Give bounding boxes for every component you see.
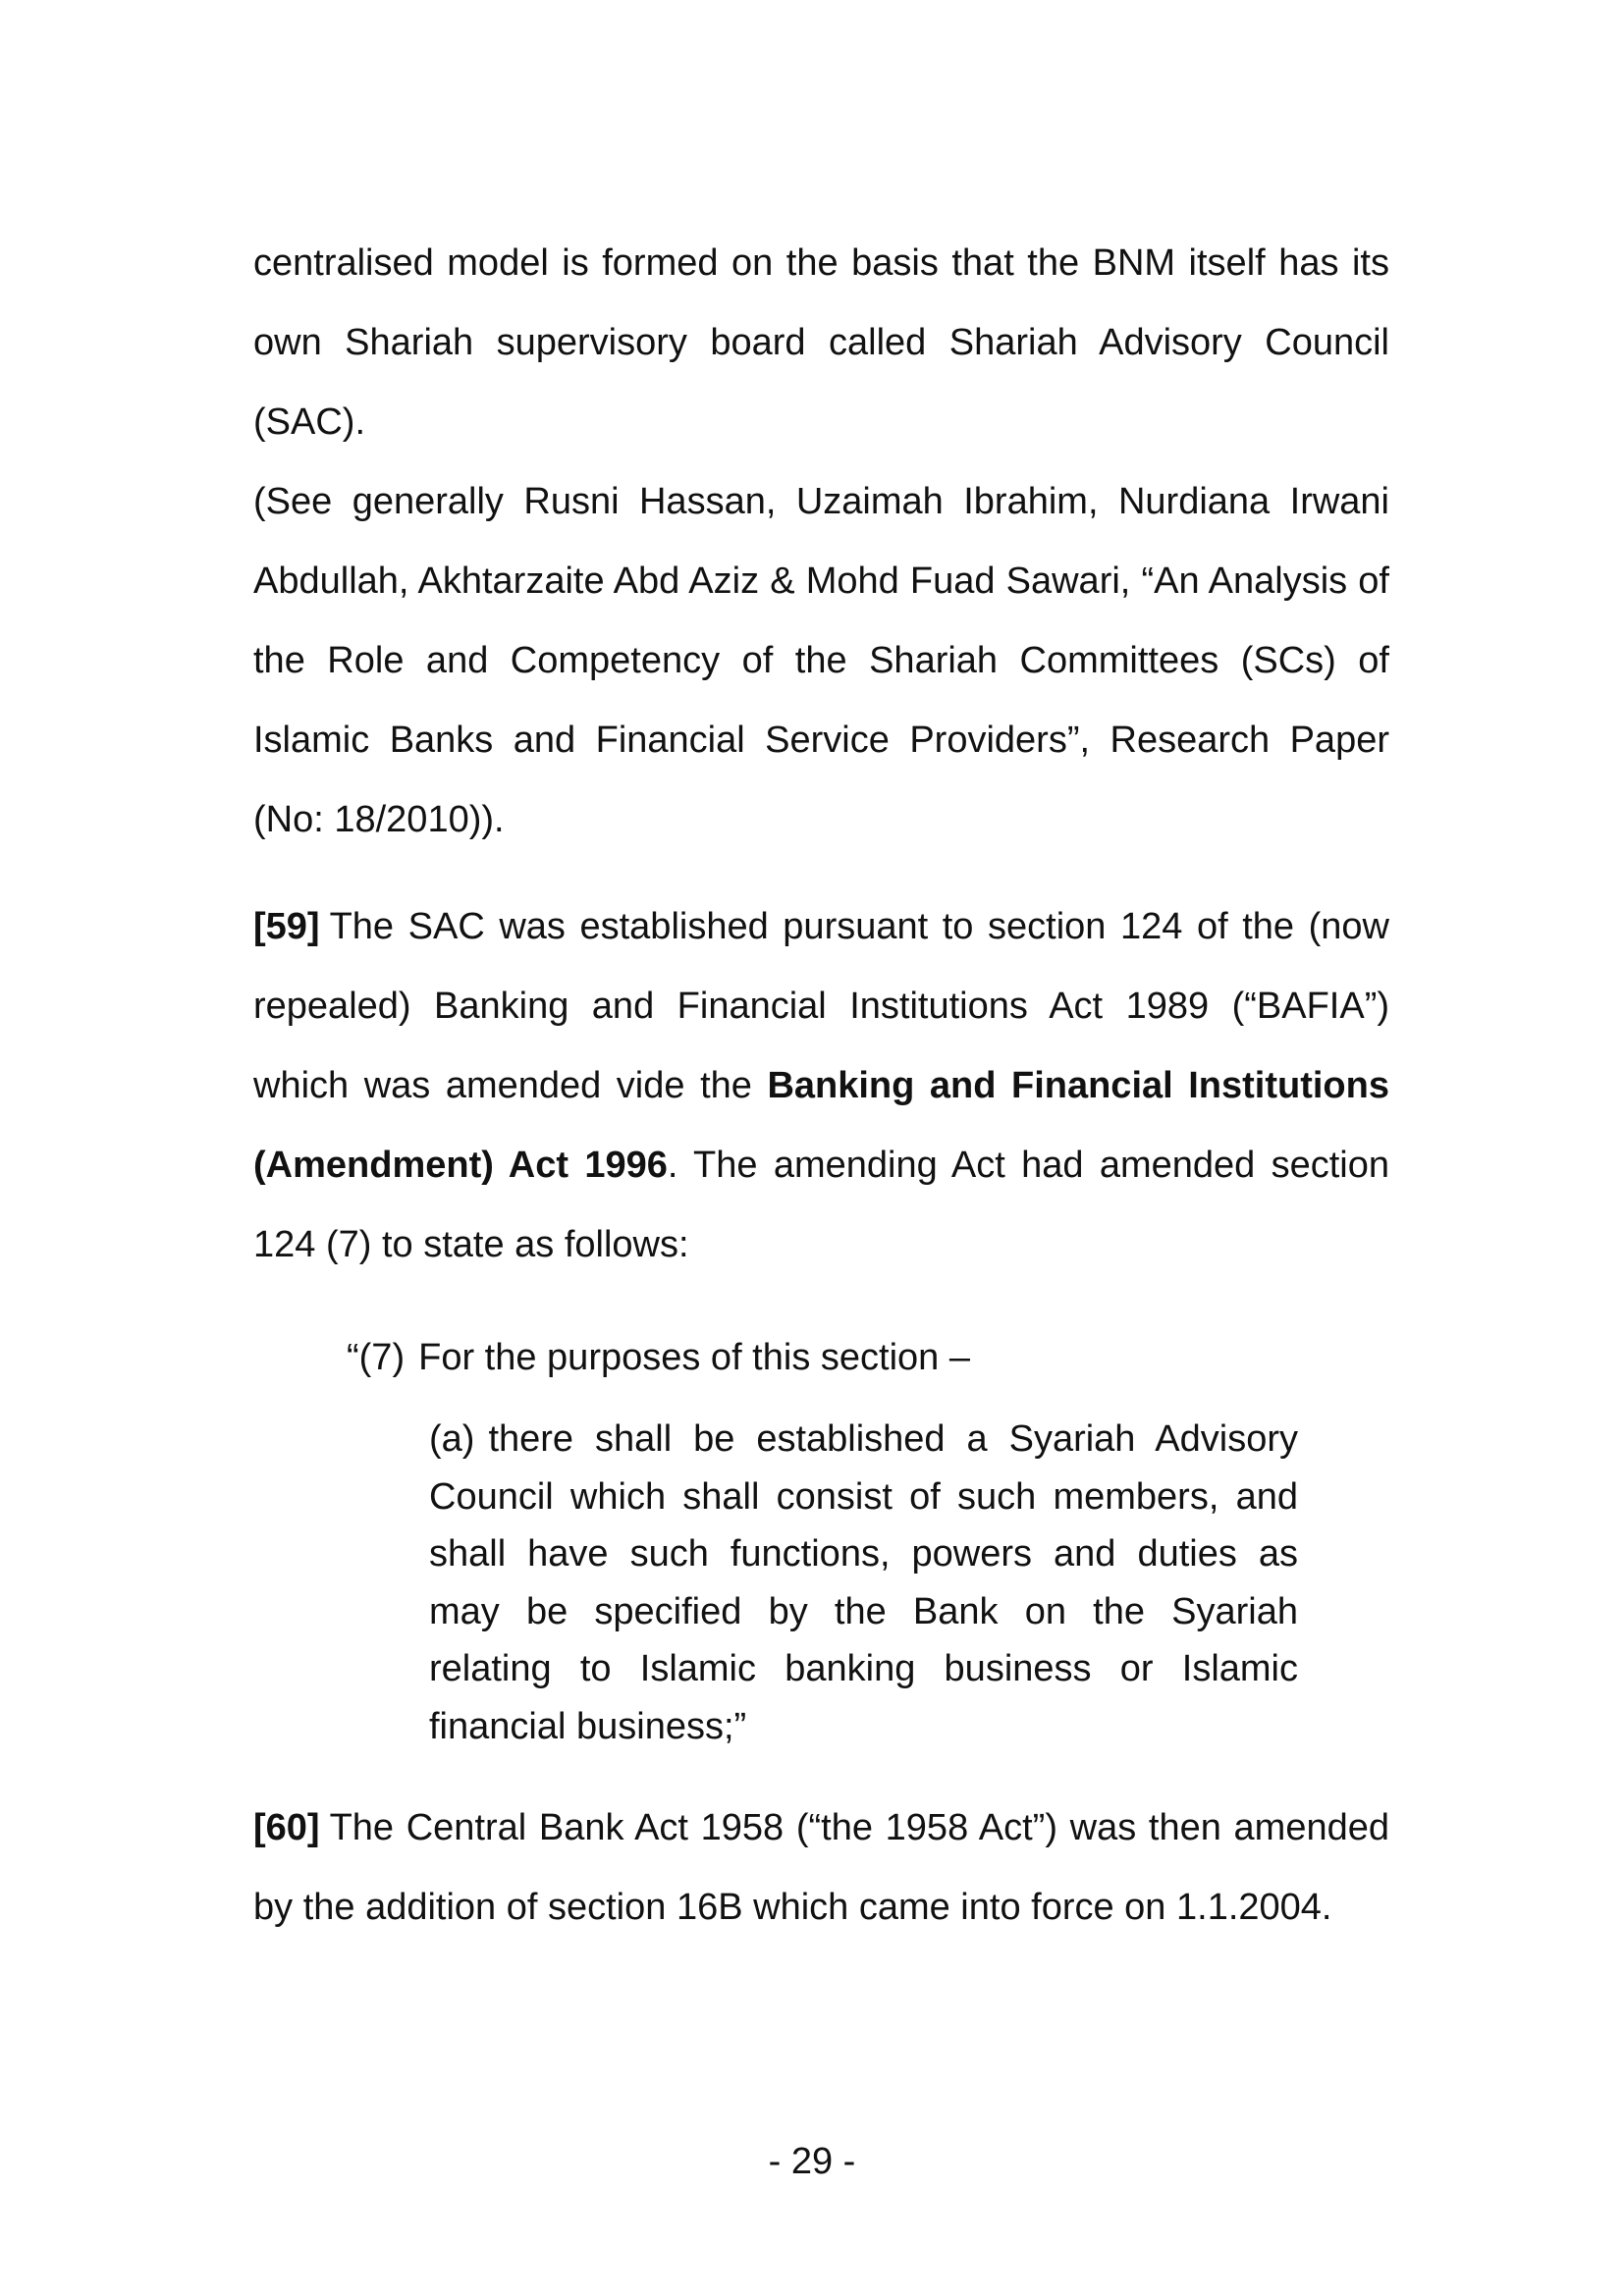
quoted-section-heading — [347, 1330, 970, 1385]
quoted-subsection-a — [429, 1411, 1298, 1755]
quote-subsection-label: “(7) — [347, 1337, 406, 1378]
paragraph-text: The SAC was established pursuant to section 124 of the (now repealed) Banking and Financial Institutions Act 1989 (“BAFIA”) which was amended vide the — [253, 906, 1389, 1106]
paragraph-60 — [253, 1789, 1389, 1948]
paragraph-continuation: centralised model is formed on the basis that the BNM itself has its own Shariah supervisory board called Shariah Advisory Council (SAC). — [253, 242, 1389, 443]
act-title: Banking and Financial Institutions (Amendment) Act 1996 — [253, 1065, 1389, 1186]
citation-paragraph: (See generally Rusni Hassan, Uzaimah Ibrahim, Nurdiana Irwani Abdullah, Akhtarzaite Abd Aziz & Mohd Fuad Sawari, “An Analysis of the Role and Competency of the Shariah Committees (SCs) of Islamic Banks and Financial Service Providers”, Research Paper (No: 18/2010)). — [253, 481, 1389, 840]
paragraph-59 — [253, 887, 1389, 1285]
paragraph-text: . The amending Act had amended section 124 (7) to state as follows: — [253, 1145, 1389, 1265]
paragraph-text: The Central Bank Act 1958 (“the 1958 Act”) was then amended by the addition of section 16B which came into force on 1.1.2004. — [253, 1807, 1389, 1928]
paragraph-number: [59] — [253, 906, 320, 947]
quote-item-text: there shall be established a Syariah Advisory Council which shall consist of such members, and shall have such functions, powers and duties as may be specified by the Bank on the Syariah relating to Islamic banking business or Islamic financial business;” — [429, 1418, 1298, 1747]
paragraph-number: [60] — [253, 1807, 320, 1848]
page-number: - 29 - — [768, 2141, 856, 2182]
quote-item-label: (a) — [429, 1418, 475, 1460]
quote-heading-text: For the purposes of this section – — [418, 1337, 970, 1378]
